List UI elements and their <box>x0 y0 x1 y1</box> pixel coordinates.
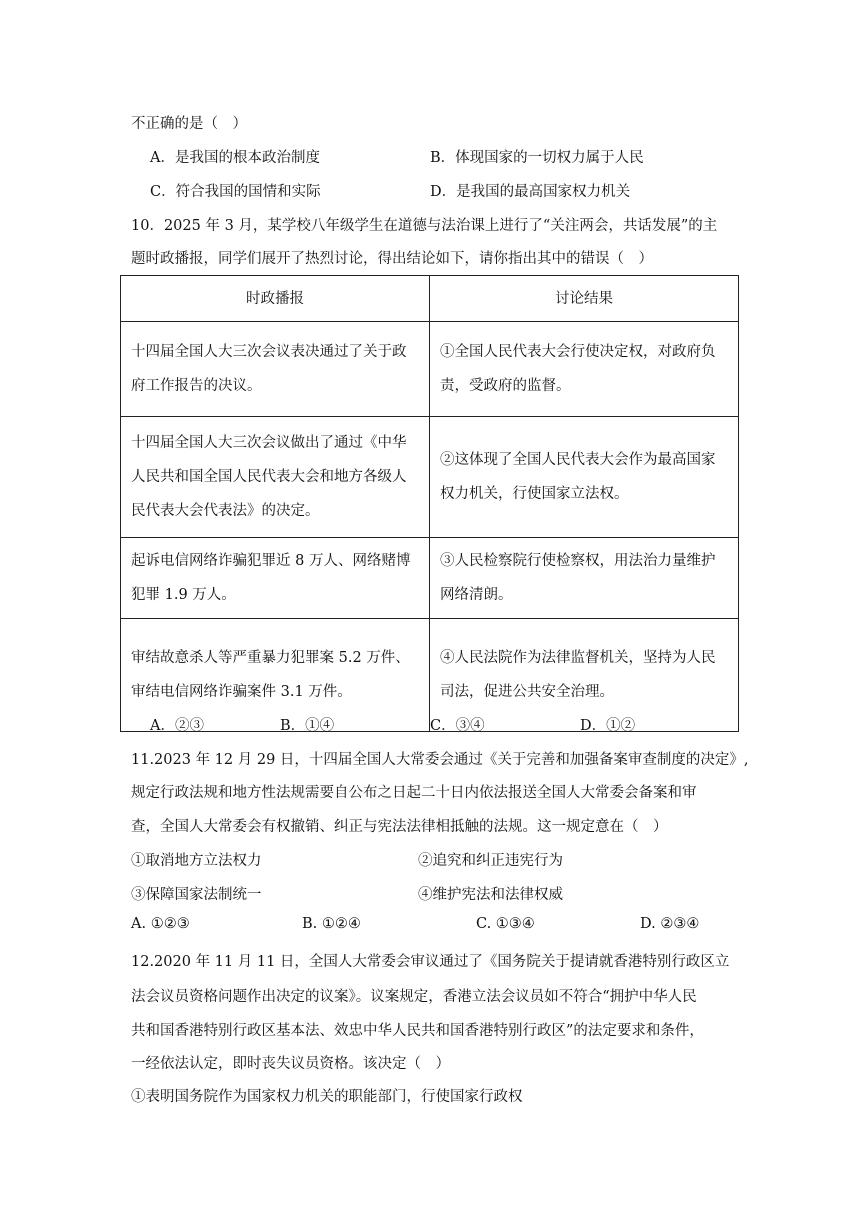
q9-option-d: D．是我国的最高国家权力机关 <box>430 184 631 200</box>
table-cell-result: ③人民检察院行使检察权，用法治力量维护网络清朗。 <box>430 538 739 619</box>
q10-option-d: D．①② <box>580 718 636 734</box>
q10-stem-line1: 10．2025 年 3 月，某学校八年级学生在道德与法治课上进行了“关注两会，共话发展”的主 <box>131 218 718 234</box>
q11-item-3: ③保障国家法制统一 <box>131 887 262 903</box>
q11-option-b: B. ①②④ <box>302 916 361 932</box>
q10-news-table <box>120 275 739 732</box>
q9-option-c: C．符合我国的国情和实际 <box>150 184 321 200</box>
q11-option-a: A. ①②③ <box>131 916 190 932</box>
table-cell-news: 十四届全国人大三次会议表决通过了关于政府工作报告的决议。 <box>121 322 430 417</box>
table-cell-result: ①全国人民代表大会行使决定权，对政府负责，受政府的监督。 <box>430 322 739 417</box>
q11-option-c: C. ①③④ <box>476 916 535 932</box>
table-row <box>121 322 739 417</box>
q12-stem-line2: 法会议员资格问题作出决定的议案》。议案规定，香港立法会议员如不符合“拥护中华人民 <box>131 989 697 1005</box>
q9-stem-tail: 不正确的是（ ） <box>131 116 247 132</box>
q11-option-d: D. ②③④ <box>640 916 700 932</box>
q12-item-1: ①表明国务院作为国家权力机关的职能部门，行使国家行政权 <box>131 1089 523 1105</box>
table-cell-result: ②这体现了全国人民代表大会作为最高国家权力机关，行使国家立法权。 <box>430 417 739 538</box>
q11-item-4: ④维护宪法和法律权威 <box>418 887 563 903</box>
table-cell-news: 十四届全国人大三次会议做出了通过《中华人民共和国全国人民代表大会和地方各级人民代表大会代表法》的决定。 <box>121 417 430 538</box>
table-header-news: 时政播报 <box>121 276 430 322</box>
q11-item-1: ①取消地方立法权力 <box>131 853 262 869</box>
q11-item-2: ②追究和纠正违宪行为 <box>418 853 563 869</box>
q11-stem-line1: 11.2023 年 12 月 29 日，十四届全国人大常委会通过《关于完善和加强备案审查制度的决定》, <box>131 752 749 768</box>
table-cell-news: 起诉电信网络诈骗犯罪近 8 万人、网络赌博犯罪 1.9 万人。 <box>121 538 430 619</box>
q11-stem-line2: 规定行政法规和地方性法规需要自公布之日起二十日内依法报送全国人大常委会备案和审 <box>131 785 697 801</box>
table-row <box>121 417 739 538</box>
q10-option-a: A．②③ <box>150 718 204 734</box>
q12-stem-line4: 一经依法认定，即时丧失议员资格。该决定（ ） <box>131 1056 450 1072</box>
table-header-row <box>121 276 739 322</box>
table-row <box>121 538 739 619</box>
q9-option-a: A．是我国的根本政治制度 <box>150 150 320 166</box>
q12-stem-line3: 共和国香港特别行政区基本法、效忠中华人民共和国香港特别行政区”的法定要求和条件， <box>131 1023 704 1039</box>
table-cell-news: 审结故意杀人等严重暴力犯罪案 5.2 万件、审结电信网络诈骗案件 3.1 万件。 <box>121 619 430 732</box>
table-cell-result: ④人民法院作为法律监督机关，坚持为人民司法，促进公共安全治理。 <box>430 619 739 732</box>
q11-stem-line3: 查，全国人大常委会有权撤销、纠正与宪法法律相抵触的法规。这一规定意在（ ） <box>131 819 668 835</box>
q10-option-c: C．③④ <box>430 718 485 734</box>
q10-option-b: B．①④ <box>280 718 335 734</box>
q10-stem-line2: 题时政播报，同学们展开了热烈讨论，得出结论如下，请你指出其中的错误（ ） <box>131 251 653 267</box>
table-header-result: 讨论结果 <box>430 276 739 322</box>
q9-option-b: B．体现国家的一切权力属于人民 <box>430 150 644 166</box>
q12-stem-line1: 12.2020 年 11 月 11 日，全国人大常委会审议通过了《国务院关于提请就香港特别行政区立 <box>131 954 730 970</box>
